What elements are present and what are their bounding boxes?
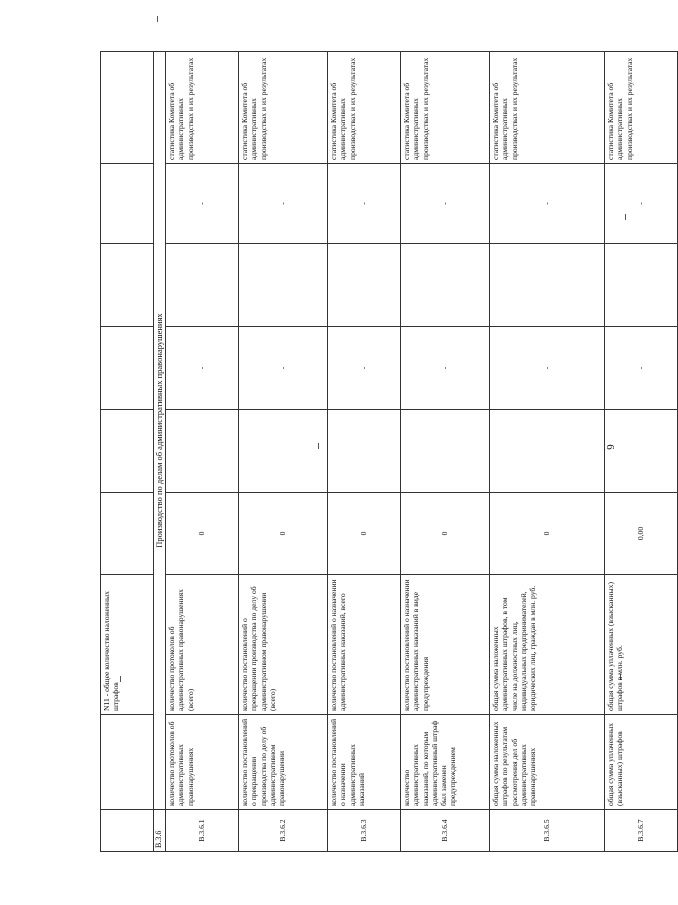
table-row (166, 52, 239, 852)
row-empty (490, 410, 605, 493)
scan-tick-top (157, 16, 158, 22)
row-name: количество постановлений о назначении административных наказаний (328, 715, 401, 810)
row-c1: - (328, 327, 401, 410)
row-c2: - (239, 164, 328, 244)
cell-name (101, 715, 154, 810)
row-c1: - (166, 327, 239, 410)
table-row (401, 52, 490, 852)
row-c2: - (605, 164, 678, 244)
page-number: 6 (604, 444, 616, 450)
row-code: В.3.6.2 (239, 810, 328, 852)
row-value: 0,00 (605, 493, 678, 575)
cell-value (101, 493, 154, 575)
row-name: количество постановлений о прекращении производства по делу об административном правонарушении (239, 715, 328, 810)
cell-indicator: N11 - общее количество наложенных штрафов (101, 575, 154, 715)
row-c2: - (401, 164, 490, 244)
row-c1: - (239, 327, 328, 410)
table-row (605, 52, 678, 852)
row-source: статистика Комитета об административных производствах и их результатах (490, 52, 605, 164)
row-empty (239, 244, 328, 327)
row-code: В.3.6.5 (490, 810, 605, 852)
row-code: В.3.6.1 (166, 810, 239, 852)
row-empty (166, 410, 239, 493)
row-c2: - (166, 164, 239, 244)
row-source: статистика Комитета об административных производствах и их результатах (328, 52, 401, 164)
row-empty (401, 410, 490, 493)
cell-empty (101, 410, 154, 493)
row-empty (401, 244, 490, 327)
section-code: В.3.6 (154, 810, 166, 852)
row-c1: - (605, 327, 678, 410)
row-value: 0 (239, 493, 328, 575)
row-value: 0 (328, 493, 401, 575)
row-c2: - (490, 164, 605, 244)
row-indicator: количество постановлений о назначении административных наказаний в виде предупреждения (401, 575, 490, 715)
row-name: количество административных наказаний, по которым административный штраф был заменен предупреждением (401, 715, 490, 810)
section-row (154, 52, 166, 852)
row-source: статистика Комитета об административных производствах и их результатах (605, 52, 678, 164)
row-empty (328, 410, 401, 493)
row-code: В.3.6.7 (605, 810, 678, 852)
row-value: 0 (490, 493, 605, 575)
cell-empty (101, 244, 154, 327)
row-source: статистика Комитета об административных производствах и их результатах (166, 52, 239, 164)
table-row (239, 52, 328, 852)
row-empty (605, 410, 678, 493)
row-code: В.3.6.3 (328, 810, 401, 852)
row-source: статистика Комитета об административных производствах и их результатах (401, 52, 490, 164)
cell-source (101, 52, 154, 164)
row-name: общая сумма уплаченных (взысканных) штрафов (605, 715, 678, 810)
table-row (328, 52, 401, 852)
table-head-row (101, 52, 154, 852)
row-indicator: количество постановлений о прекращении производства по делу об административном правонарушении (всего) (239, 575, 328, 715)
row-c1: - (401, 327, 490, 410)
row-indicator: количество протоколов об административных правонарушениях (всего) (166, 575, 239, 715)
row-code: В.3.6.4 (401, 810, 490, 852)
row-empty (328, 244, 401, 327)
cell-c2 (101, 164, 154, 244)
row-indicator: общая сумма наложенных административных штрафов, в том числе на должностных лиц, индивидуальных предпринимателей, юридических лиц, граждан в млн. руб. (490, 575, 605, 715)
row-empty (490, 244, 605, 327)
row-value: 0 (166, 493, 239, 575)
cell-c1 (101, 327, 154, 410)
row-c1: - (490, 327, 605, 410)
row-value: 0 (401, 493, 490, 575)
row-name: общая сумма наложенных штрафов по результатам рассмотрения дел об административных правонарушениях (490, 715, 605, 810)
section-title: Производство по делам об административных правонарушениях (154, 52, 166, 810)
cell-code (101, 810, 154, 852)
row-indicator: общая сумма уплаченных (взысканных) штрафов в млн. руб. (605, 575, 678, 715)
row-empty (166, 244, 239, 327)
table-row (490, 52, 605, 852)
row-source: статистика Комитета об административных производствах и их результатах (239, 52, 328, 164)
row-c2: - (328, 164, 401, 244)
rotated-table (100, 52, 646, 852)
row-name: количество протоколов об административных правонарушениях (166, 715, 239, 810)
row-empty (239, 410, 328, 493)
row-indicator: количество постановлений о назначении административных наказаний, всего (328, 575, 401, 715)
row-empty (605, 244, 678, 327)
indicators-table (100, 51, 678, 852)
